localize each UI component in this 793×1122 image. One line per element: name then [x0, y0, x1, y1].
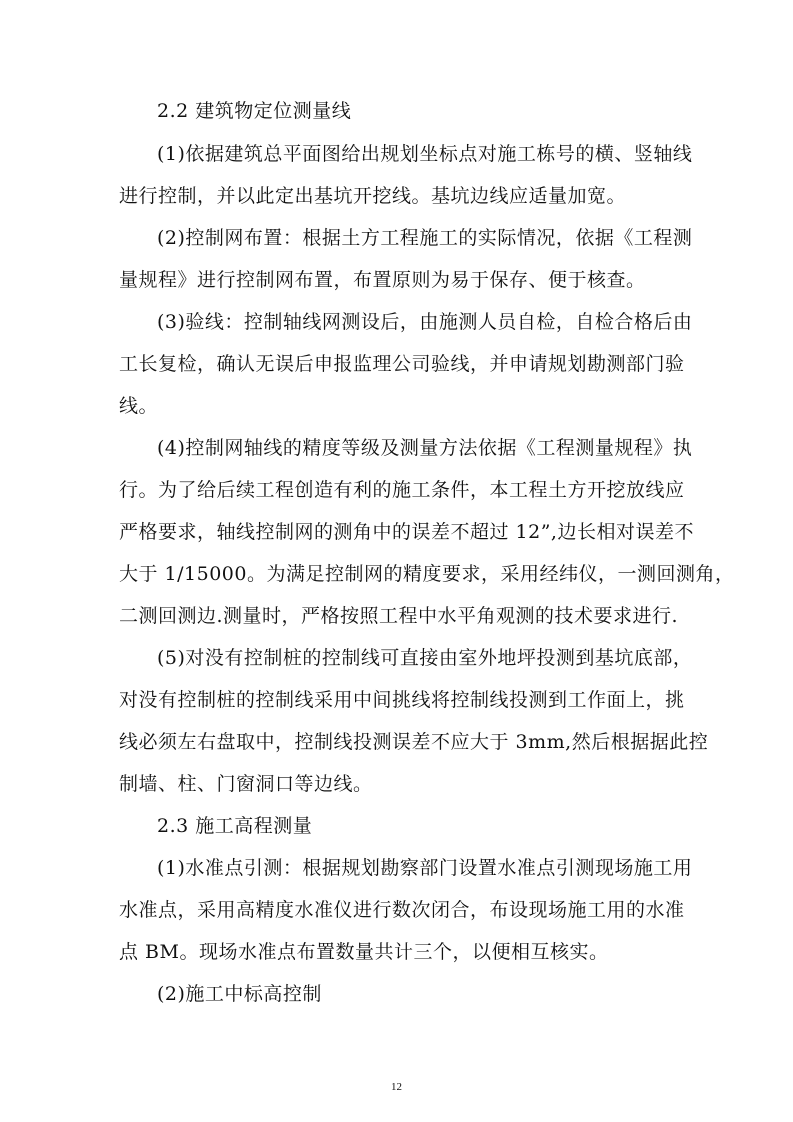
paragraph-line: 量规程》进行控制网布置，布置原则为易于保存、便于核查。 — [119, 269, 646, 291]
paragraph-line: 进行控制，并以此定出基坑开挖线。基坑边线应适量加宽。 — [119, 185, 627, 207]
paragraph-line: (4)控制网轴线的精度等级及测量方法依据《工程测量规程》执 — [157, 437, 693, 459]
paragraph-line: (1)水准点引测：根据规划勘察部门设置水准点引测现场施工用 — [157, 857, 693, 879]
paragraph-line: 严格要求，轴线控制网的测角中的误差不超过 12”,边长相对误差不 — [119, 521, 694, 543]
paragraph-line: (1)依据建筑总平面图给出规划坐标点对施工栋号的横、竖轴线 — [157, 143, 693, 165]
paragraph-line: 大于 1/15000。为满足控制网的精度要求，采用经纬仪，一测回测角， — [119, 563, 735, 585]
paragraph-line: 水准点，采用高精度水准仪进行数次闭合，布设现场施工用的水准 — [119, 899, 685, 921]
paragraph-line: 行。为了给后续工程创造有利的施工条件，本工程土方开挖放线应 — [119, 479, 685, 501]
paragraph-line: 线必须左右盘取中，控制线投测误差不应大于 3mm,然后根据据此控 — [119, 731, 709, 753]
paragraph-line: (3)验线：控制轴线网测设后，由施测人员自检，自检合格后由 — [157, 311, 693, 333]
paragraph-line: (2)控制网布置：根据土方工程施工的实际情况，依据《工程测 — [157, 227, 693, 249]
paragraph-line: 工长复检，确认无误后申报监理公司验线，并申请规划勘测部门验 — [119, 353, 685, 375]
section-heading-2-2: 2.2 建筑物定位测量线 — [157, 100, 352, 122]
section-heading-2-3: 2.3 施工高程测量 — [157, 815, 313, 837]
paragraph-line: 点 BM。现场水准点布置数量共计三个，以便相互核实。 — [119, 941, 609, 963]
page-number: 12 — [391, 1081, 402, 1093]
paragraph-line: 二测回测边.测量时，严格按照工程中水平角观测的技术要求进行. — [119, 605, 679, 627]
paragraph-line: 制墙、柱、门窗洞口等边线。 — [119, 773, 373, 795]
paragraph-line: (5)对没有控制桩的控制线可直接由室外地坪投测到基坑底部， — [157, 647, 693, 669]
paragraph-line: 线。 — [119, 395, 159, 417]
paragraph-line: (2)施工中标高控制 — [157, 983, 322, 1005]
paragraph-line: 对没有控制桩的控制线采用中间挑线将控制线投测到工作面上，挑 — [119, 689, 685, 711]
